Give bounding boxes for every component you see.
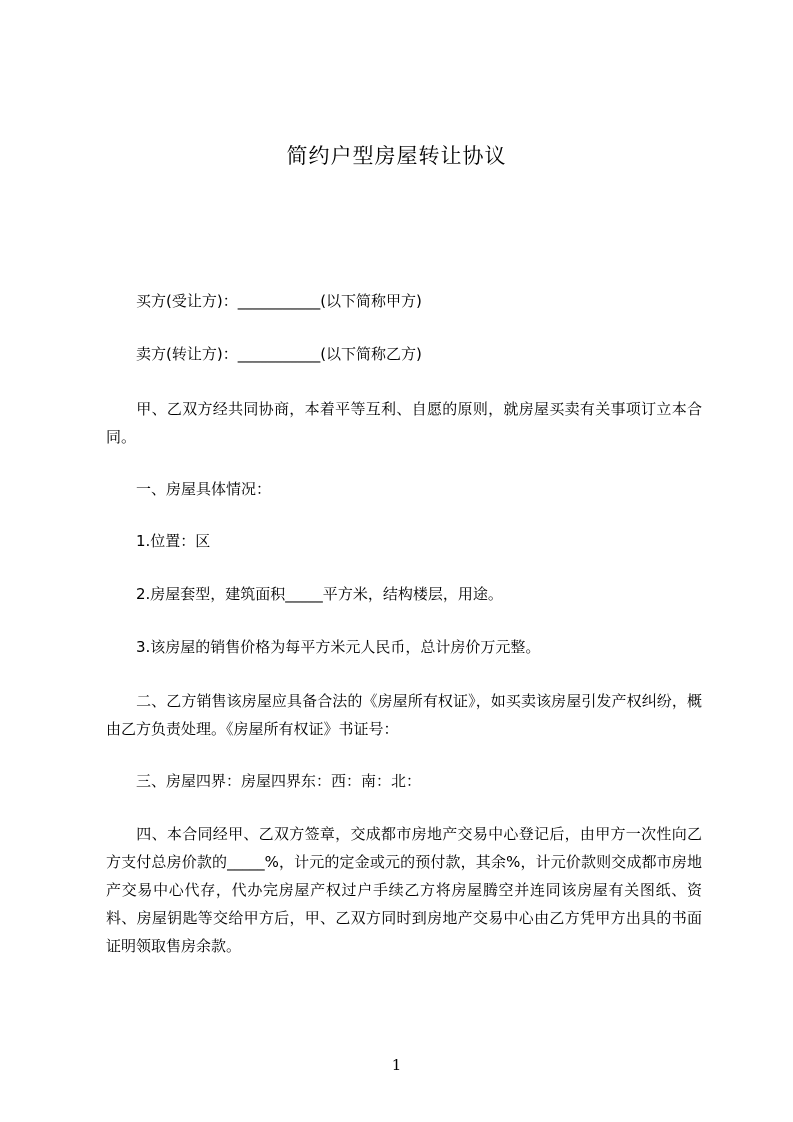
section4-text: 四、本合同经甲、乙双方签章，交成都市房地产交易中心登记后，由甲方一次性向乙方支付总房价款的_____%，计元的定金或元的预付款，其余%，计元价款则交成都市房地产交易中心代存，代办完房屋产权过户手续乙方将房屋腾空并连同该房屋有关图纸、资料、房屋钥匙等交给甲方后，甲、乙双方同时到房地产交易中心由乙方凭甲方出具的书面证明领取售房余款。 (106, 825, 702, 955)
item-layout: 2.房屋套型，建筑面积_____平方米，结构楼层，用途。 (136, 585, 503, 603)
buyer-line: 买方(受让方)：___________(以下简称甲方) (136, 292, 422, 310)
intro-text: 甲、乙双方经共同协商，本着平等互利、自愿的原则，就房屋买卖有关事项订立本合同。 (106, 400, 702, 446)
item-location: 1.位置：区 (136, 532, 211, 550)
intro-paragraph (106, 395, 702, 451)
page-number: 1 (391, 1056, 402, 1074)
section1-heading: 一、房屋具体情况： (136, 480, 272, 498)
section3-line: 三、房屋四界：房屋四界东：西：南：北： (136, 772, 422, 790)
section2-paragraph (106, 687, 702, 743)
document-title: 简约户型房屋转让协议 (286, 144, 507, 168)
seller-line: 卖方(转让方)：___________(以下简称乙方) (136, 345, 422, 363)
section2-text: 二、乙方销售该房屋应具备合法的《房屋所有权证》，如买卖该房屋引发产权纠纷，概由乙方负责处理。《房屋所有权证》书证号： (106, 692, 702, 738)
item-price: 3.该房屋的销售价格为每平方米元人民币，总计房价万元整。 (136, 638, 541, 656)
section4-paragraph (106, 820, 702, 960)
